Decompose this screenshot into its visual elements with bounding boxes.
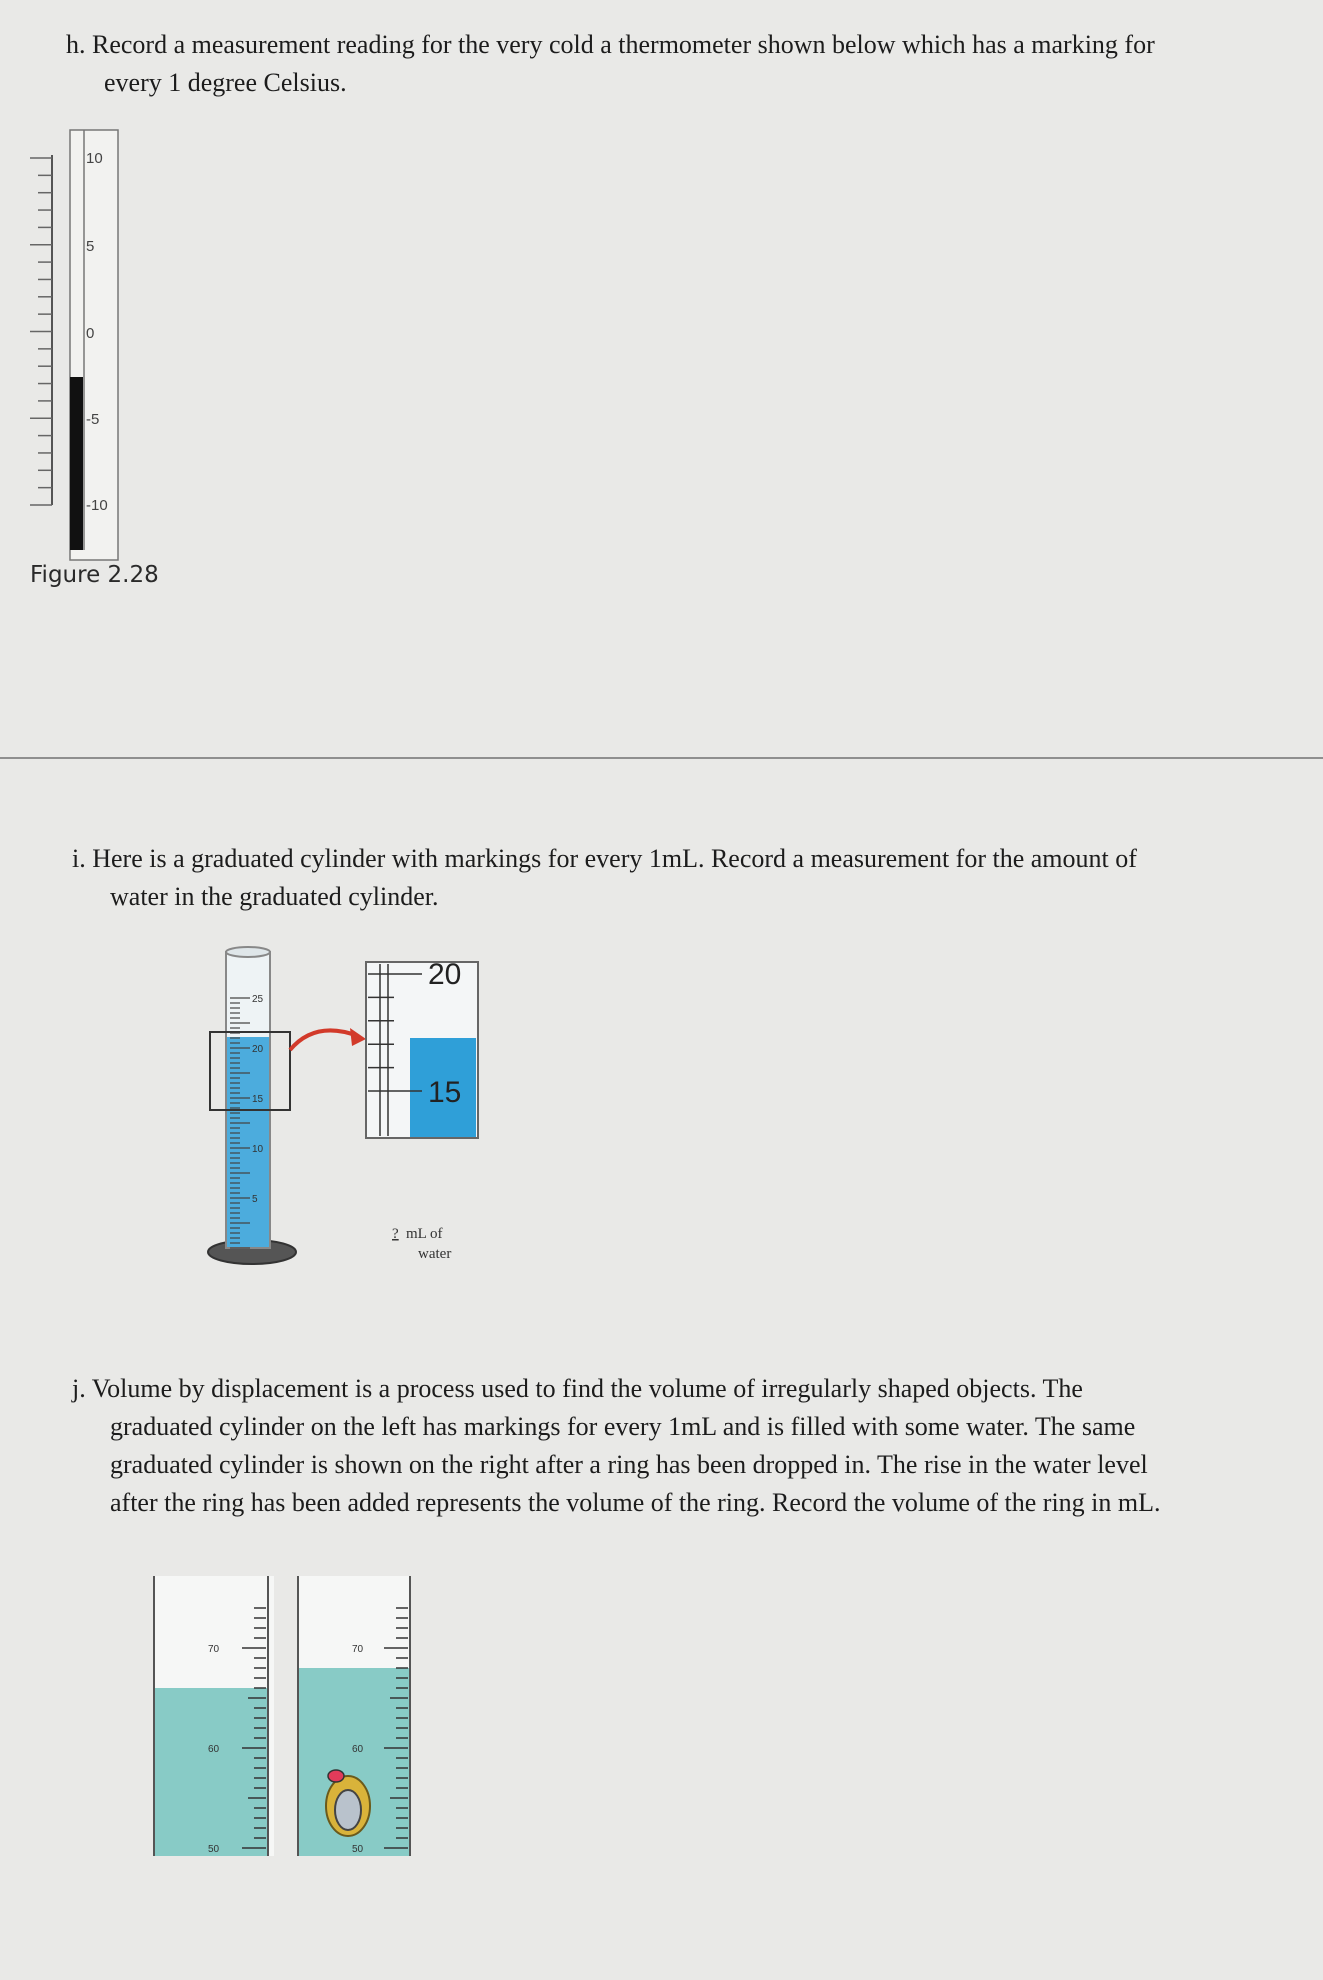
- right-label-50: 50: [352, 1844, 364, 1855]
- thermo-label-minus-5: -5: [86, 411, 100, 428]
- question-j-line2: graduated cylinder on the left has markings for every 1mL and is filled with some water. The same: [110, 1412, 1136, 1441]
- displacement-cylinders-figure: [150, 1570, 430, 1860]
- question-i-line2: water in the graduated cylinder.: [110, 882, 439, 911]
- cyl-label-15: 15: [252, 1094, 264, 1105]
- thermometer-minor-ticks: [30, 158, 52, 505]
- question-j-line4: after the ring has been added represents the volume of the ring. Record the volume of the ring in mL.: [110, 1488, 1161, 1517]
- left-label-70: 70: [208, 1644, 220, 1655]
- question-j-line3: graduated cylinder is shown on the right after a ring has been dropped in. The rise in the water level: [110, 1450, 1148, 1479]
- thermometer-liquid-column: [70, 377, 83, 550]
- question-i: [72, 840, 1252, 916]
- cyl-label-5: 5: [252, 1194, 258, 1205]
- question-h-line1: h. Record a measurement reading for the very cold a thermometer shown below which has a marking for: [66, 30, 1155, 59]
- section-divider: [0, 757, 1323, 759]
- graduated-cylinder-figure: [200, 940, 500, 1280]
- thermo-label-5: 5: [86, 238, 95, 255]
- left-label-50: 50: [208, 1844, 220, 1855]
- cyl-label-25: 25: [252, 994, 264, 1005]
- zoom-label-20: 20: [428, 958, 462, 991]
- left-cylinder-water: [155, 1688, 267, 1856]
- thermo-label-minus-10: -10: [86, 497, 108, 514]
- right-label-70: 70: [352, 1644, 364, 1655]
- zoom-label-15: 15: [428, 1076, 462, 1109]
- thermometer-figure: [0, 120, 140, 560]
- question-i-line1: i. Here is a graduated cylinder with markings for every 1mL. Record a measurement for the amount of: [72, 844, 1137, 873]
- question-j: [72, 1370, 1252, 1522]
- answer-unit-line2: water: [418, 1246, 452, 1262]
- answer-unit-line1: mL of: [406, 1226, 443, 1242]
- left-label-60: 60: [208, 1744, 220, 1755]
- right-label-60: 60: [352, 1744, 364, 1755]
- question-j-line1: j. Volume by displacement is a process used to find the volume of irregularly shaped objects. The: [72, 1374, 1083, 1403]
- thermo-label-0: 0: [86, 325, 95, 342]
- thermo-label-10: 10: [86, 150, 103, 167]
- question-h: [66, 26, 1276, 102]
- cyl-label-10: 10: [252, 1144, 264, 1155]
- cyl-label-20: 20: [252, 1044, 264, 1055]
- question-h-line2: every 1 degree Celsius.: [104, 68, 347, 97]
- answer-blank: ?: [392, 1226, 399, 1242]
- zoom-arrow-head: [350, 1028, 366, 1046]
- figure-caption: Figure 2.28: [30, 562, 159, 588]
- zoom-arrow: [290, 1030, 358, 1050]
